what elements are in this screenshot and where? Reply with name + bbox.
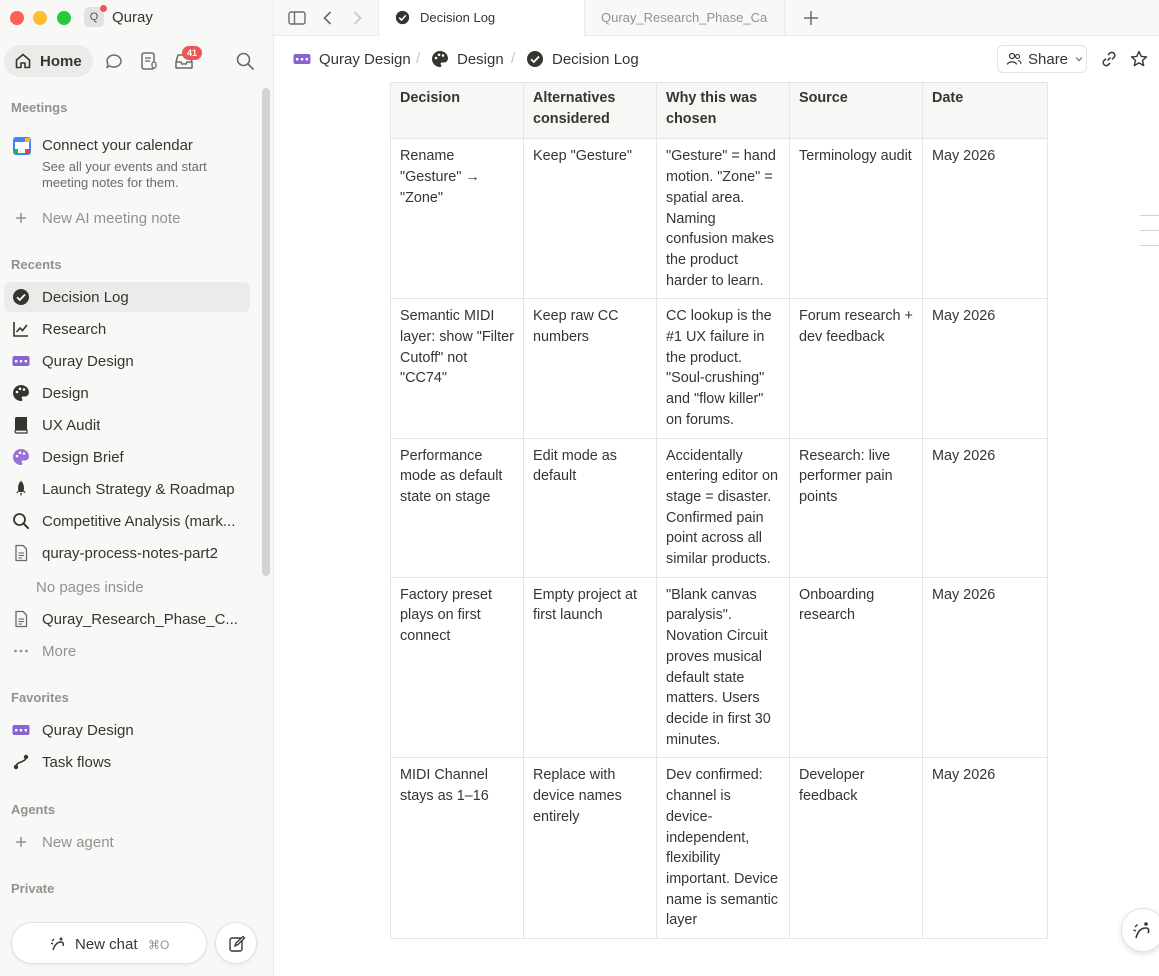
new-page-button[interactable] <box>215 922 257 964</box>
table-header-row <box>391 83 1048 139</box>
table-row <box>391 139 1048 299</box>
column-header-alternatives[interactable]: Alternatives considered <box>524 83 657 139</box>
new-tab-plus-icon[interactable] <box>801 8 821 28</box>
sidebar-item-label: Quray Design <box>42 722 134 739</box>
table-cell[interactable]: MIDI Channel stays as 1–16 <box>391 758 524 939</box>
ai-face-icon <box>1132 919 1154 941</box>
table-cell[interactable]: Accidentally entering editor on stage = disaster. Confirmed pain point across all similar products. <box>657 438 790 577</box>
sidebar-item-decision-log[interactable] <box>4 282 250 312</box>
breadcrumb-quray-design[interactable] <box>293 50 411 68</box>
minimize-window-button[interactable] <box>33 11 47 25</box>
table-cell[interactable]: Semantic MIDI layer: show "Filter Cutoff" not "CC74" <box>391 299 524 438</box>
page-icon <box>12 610 30 628</box>
sidebar-item-label: Decision Log <box>42 289 129 306</box>
star-icon[interactable] <box>1129 49 1149 69</box>
table-cell[interactable]: May 2026 <box>923 299 1048 438</box>
people-icon <box>1006 51 1022 67</box>
sidebar-more-label: More <box>42 643 77 660</box>
breadcrumb-separator: / <box>416 50 421 67</box>
workspace-icon[interactable]: Q <box>84 7 104 27</box>
sidebar-bottom-bar <box>0 908 274 976</box>
table-cell[interactable]: Replace with device names entirely <box>524 758 657 939</box>
check-circle-icon <box>12 288 30 306</box>
sidebar-item-label: UX Audit <box>42 417 101 434</box>
back-arrow-icon[interactable] <box>318 8 338 28</box>
table-cell[interactable]: May 2026 <box>923 758 1048 939</box>
home-label: Home <box>40 52 82 70</box>
search-icon[interactable] <box>234 50 256 72</box>
new-chat-label: New chat <box>75 936 138 953</box>
sidebar-item-label: Quray_Research_Phase_C... <box>42 611 238 628</box>
decision-log-table <box>390 82 1048 939</box>
sidebar-item-design-brief[interactable] <box>4 442 250 472</box>
check-circle-icon <box>526 50 544 68</box>
recents-section-label: Recents <box>11 257 62 272</box>
breadcrumb-decision-log[interactable] <box>526 50 639 68</box>
workspace-name[interactable]: Quray <box>112 9 153 26</box>
table-cell[interactable]: Onboarding research <box>790 577 923 758</box>
breadcrumb-label: Decision Log <box>552 50 639 68</box>
close-window-button[interactable] <box>10 11 24 25</box>
breadcrumb-design[interactable] <box>431 50 504 68</box>
sidebar-item-quray-design[interactable] <box>4 346 250 376</box>
sidebar-item-competitive-analysis[interactable] <box>4 506 250 536</box>
tab-decision-log[interactable] <box>378 0 585 36</box>
sidebar <box>0 0 274 976</box>
column-header-date[interactable]: Date <box>923 83 1048 139</box>
tab-label: Quray_Research_Phase_Ca <box>601 10 768 25</box>
table-of-contents-indicator[interactable] <box>1140 215 1159 260</box>
sidebar-item-launch-strategy[interactable] <box>4 474 250 504</box>
zoom-window-button[interactable] <box>57 11 71 25</box>
table-row <box>391 299 1048 438</box>
tab-research-phase[interactable] <box>585 0 785 36</box>
column-header-why[interactable]: Why this was chosen <box>657 83 790 139</box>
link-icon[interactable] <box>1099 49 1119 69</box>
table-cell[interactable]: Keep "Gesture" <box>524 139 657 299</box>
connect-calendar-title[interactable]: Connect your calendar <box>42 137 193 154</box>
table-cell[interactable]: "Blank canvas paralysis". Novation Circuit proves musical default state matters. Users decide in first 30 minutes. <box>657 577 790 758</box>
table-cell[interactable]: Keep raw CC numbers <box>524 299 657 438</box>
ai-assistant-button[interactable] <box>1121 908 1159 952</box>
share-button[interactable] <box>997 45 1087 73</box>
compose-icon <box>228 935 246 953</box>
home-button[interactable] <box>4 45 93 77</box>
table-cell[interactable]: Research: live performer pain points <box>790 438 923 577</box>
sidebar-top-nav <box>0 44 274 78</box>
breadcrumb-label: Design <box>457 50 504 68</box>
sidebar-scrollbar[interactable] <box>262 88 270 576</box>
table-cell[interactable]: May 2026 <box>923 577 1048 758</box>
table-cell[interactable]: Edit mode as default <box>524 438 657 577</box>
chevron-down-icon <box>1074 54 1084 64</box>
sidebar-item-label: Task flows <box>42 754 112 771</box>
table-cell[interactable]: Terminology audit <box>790 139 923 299</box>
sidebar-item-label: Quray Design <box>42 353 134 370</box>
new-chat-shortcut: ⌘O <box>148 938 170 952</box>
no-pages-inside-label: No pages inside <box>36 579 144 596</box>
book-icon <box>12 416 30 434</box>
table-cell[interactable]: May 2026 <box>923 139 1048 299</box>
plus-icon <box>12 209 30 227</box>
new-ai-meeting-note-button[interactable] <box>4 203 250 233</box>
forward-arrow-icon[interactable] <box>347 8 367 28</box>
share-label: Share <box>1028 50 1069 68</box>
sidebar-toggle-icon[interactable] <box>287 8 307 28</box>
keyboard-icon <box>293 50 311 68</box>
table-row <box>391 758 1048 939</box>
tab-label: Decision Log <box>420 10 496 25</box>
agents-section-label: Agents <box>11 802 56 817</box>
sidebar-item-research[interactable] <box>4 314 250 344</box>
no-pages-inside-note <box>4 572 250 602</box>
sidebar-more-button[interactable] <box>4 636 250 666</box>
google-calendar-icon <box>13 137 31 155</box>
page-icon <box>12 544 30 562</box>
page-header <box>274 36 1159 82</box>
table-cell[interactable]: Empty project at first launch <box>524 577 657 758</box>
table-row <box>391 438 1048 577</box>
breadcrumb-separator: / <box>511 50 516 67</box>
table-cell[interactable]: Performance mode as default state on stage <box>391 438 524 577</box>
inbox-badge: 41 <box>182 46 202 60</box>
table-cell[interactable]: Developer feedback <box>790 758 923 939</box>
meeting-notes-icon[interactable] <box>138 50 160 72</box>
notification-dot <box>100 5 107 12</box>
sidebar-item-label: Launch Strategy & Roadmap <box>42 481 235 498</box>
chart-line-icon <box>12 320 30 338</box>
sidebar-item-design[interactable] <box>4 378 250 408</box>
sidebar-item-label: Research <box>42 321 107 338</box>
ellipsis-icon <box>12 642 30 660</box>
page-content <box>274 82 1159 976</box>
table-cell[interactable]: Forum research + dev feedback <box>790 299 923 438</box>
new-ai-meeting-note-label: New AI meeting note <box>42 210 181 227</box>
favorites-section-label: Favorites <box>11 690 69 705</box>
sidebar-item-process-notes[interactable] <box>4 538 250 568</box>
private-section-label: Private <box>11 881 55 896</box>
sidebar-item-research-phase[interactable] <box>4 604 250 634</box>
new-chat-button[interactable] <box>11 922 207 964</box>
flow-icon <box>12 753 30 771</box>
rocket-icon <box>12 480 30 498</box>
sidebar-item-ux-audit[interactable] <box>4 410 250 440</box>
plus-icon <box>12 833 30 851</box>
column-header-decision[interactable]: Decision <box>391 83 524 139</box>
chat-bubble-icon[interactable] <box>103 50 125 72</box>
meetings-section-label: Meetings <box>11 100 68 115</box>
favorite-item-task-flows[interactable] <box>4 747 250 777</box>
sidebar-item-label: quray-process-notes-part2 <box>42 545 218 562</box>
window-titlebar <box>0 0 274 36</box>
new-agent-button[interactable] <box>4 827 250 857</box>
magnifier-icon <box>12 512 30 530</box>
home-icon <box>14 52 32 70</box>
sidebar-item-label: Design Brief <box>42 449 124 466</box>
table-row <box>391 577 1048 758</box>
favorite-item-quray-design[interactable] <box>4 715 250 745</box>
ai-face-icon <box>50 935 68 953</box>
table-cell[interactable]: Factory preset plays on first connect <box>391 577 524 758</box>
sidebar-item-label: Competitive Analysis (mark... <box>42 513 236 530</box>
breadcrumb-label: Quray Design <box>319 50 411 68</box>
connect-calendar-subtitle: See all your events and start meeting notes for them. <box>42 159 207 190</box>
keyboard-icon <box>12 721 30 739</box>
table-cell[interactable]: May 2026 <box>923 438 1048 577</box>
sidebar-item-label: Design <box>42 385 89 402</box>
table-cell[interactable]: Rename "Gesture" → "Zone" <box>391 139 524 299</box>
palette-icon <box>12 384 30 402</box>
new-agent-label: New agent <box>42 834 114 851</box>
palette-icon <box>12 448 30 466</box>
keyboard-icon <box>12 352 30 370</box>
column-header-source[interactable]: Source <box>790 83 923 139</box>
table-cell[interactable]: Dev confirmed: channel is device-independent, flexibility important. Device name is semantic layer <box>657 758 790 939</box>
tab-bar <box>274 0 1159 36</box>
palette-icon <box>431 50 449 68</box>
table-cell[interactable]: CC lookup is the #1 UX failure in the product. "Soul-crushing" and "flow killer" on forums. <box>657 299 790 438</box>
table-cell[interactable]: "Gesture" = hand motion. "Zone" = spatial area. Naming confusion makes the product harder to learn. <box>657 139 790 299</box>
check-circle-icon <box>395 10 410 25</box>
